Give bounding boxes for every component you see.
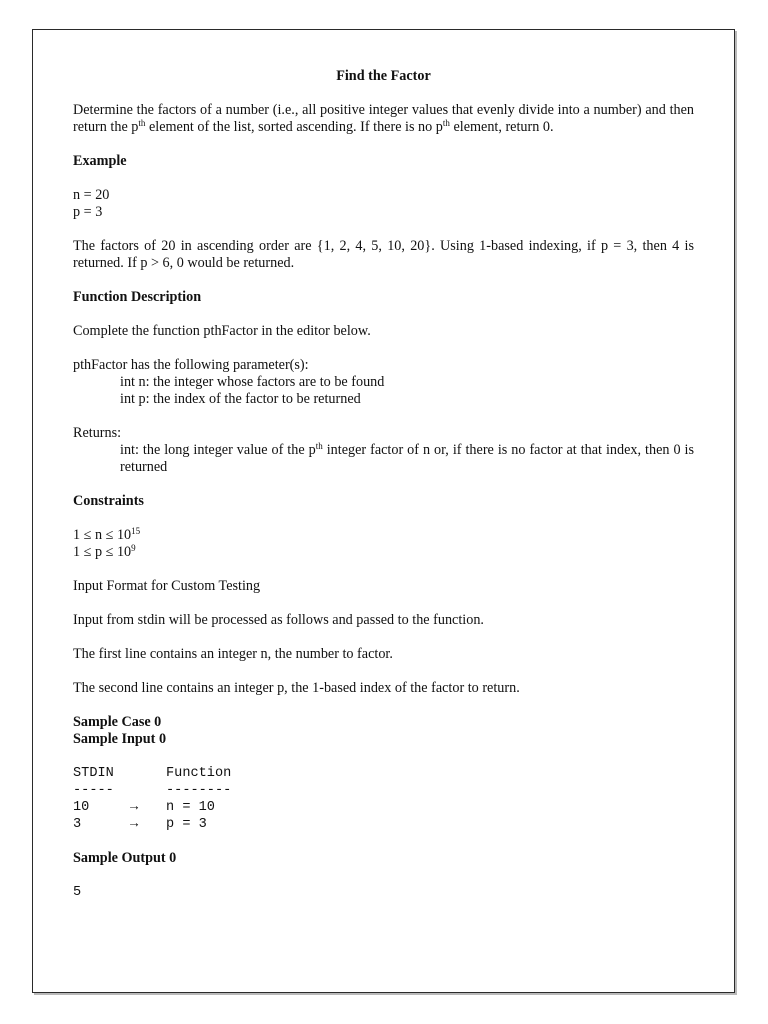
table-row [73, 799, 231, 816]
table-header-row [73, 765, 231, 782]
sample-input-heading: Sample Input 0 [73, 731, 167, 747]
intro-superscript-1: th [138, 118, 146, 128]
constraint-n [73, 527, 694, 544]
example-heading: Example [73, 153, 127, 169]
function-complete-text: Complete the function pthFactor in the editor below. [73, 323, 371, 339]
returns-text-part2: integer factor of n or, if there is no factor at that index, then 0 is returned [120, 442, 694, 475]
table-row [73, 816, 231, 833]
input-format-line-3: The second line contains an integer p, the 1-based index of the factor to return. [73, 680, 520, 696]
input-format-heading: Input Format for Custom Testing [73, 578, 261, 594]
input-format-line-1: Input from stdin will be processed as follows and passed to the function. [73, 612, 484, 628]
page-title: Find the Factor [336, 68, 431, 84]
constraint-p-text: 1 ≤ p ≤ 10 [73, 544, 132, 560]
example-p-line: p = 3 [73, 204, 103, 220]
params-intro: pthFactor has the following parameter(s): [73, 357, 309, 373]
returns-text-part1: int: the long integer value of the p [120, 442, 316, 458]
intro-text-part1: Determine the factors of a number (i.e., all positive integer values that evenly divide into a number) and then return the p [73, 102, 694, 135]
param-p: int p: the index of the factor to be returned [120, 391, 361, 407]
example-explanation: The factors of 20 in ascending order are {1, 2, 4, 5, 10, 20}. Using 1-based indexing, if p = 3, then 4 is returned. If p > 6, 0 would be returned. [73, 238, 694, 271]
constraint-p-exponent: 9 [131, 543, 136, 553]
table-divider-stdin: ----- [73, 783, 114, 798]
param-n: int n: the integer whose factors are to be found [120, 374, 385, 390]
intro-paragraph [73, 102, 694, 136]
example-n-line: n = 20 [73, 187, 110, 203]
sample-output-heading: Sample Output 0 [73, 850, 177, 866]
returns-superscript: th [315, 441, 323, 451]
intro-text-part3: element, return 0. [449, 119, 554, 135]
table-row-stdin-value: 10 [73, 800, 90, 815]
table-divider-row [73, 782, 231, 799]
input-format-line-2: The first line contains an integer n, the number to factor. [73, 646, 393, 662]
right-arrow-icon: → [130, 817, 139, 832]
intro-superscript-2: th [442, 118, 450, 128]
table-row-function-value: n = 10 [166, 800, 215, 815]
table-row-stdin-value: 3 [73, 817, 82, 832]
table-divider-function: -------- [166, 783, 232, 798]
function-description-heading: Function Description [73, 289, 202, 305]
constraints-heading: Constraints [73, 493, 144, 509]
sample-output-value: 5 [73, 885, 82, 900]
sample-case-heading: Sample Case 0 [73, 714, 162, 730]
constraint-n-exponent: 15 [131, 526, 141, 536]
document-content [73, 68, 694, 901]
constraint-n-text: 1 ≤ n ≤ 10 [73, 527, 132, 543]
table-row-function-value: p = 3 [166, 817, 207, 832]
constraint-p [73, 544, 694, 561]
table-header-function: Function [166, 766, 232, 781]
returns-description [73, 442, 694, 476]
sample-input-table [73, 765, 231, 833]
returns-label: Returns: [73, 425, 122, 441]
table-header-stdin: STDIN [73, 766, 114, 781]
document-page [32, 29, 735, 993]
intro-text-part2: element of the list, sorted ascending. If there is no p [145, 119, 443, 135]
right-arrow-icon: → [130, 800, 139, 815]
